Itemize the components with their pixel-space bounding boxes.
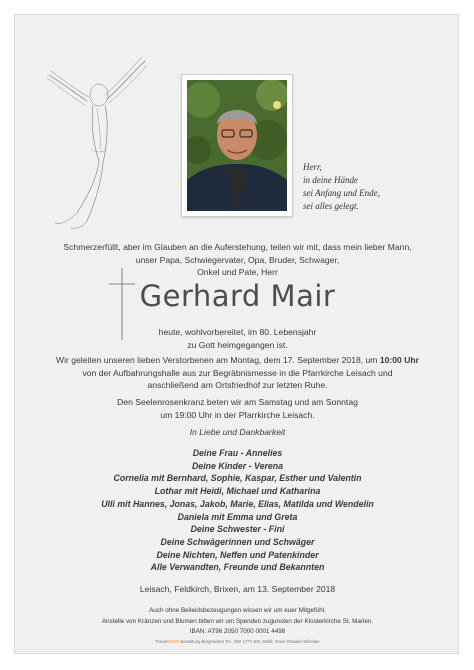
thanks-line: Anstelle von Kränzen und Blumen bitten wir um Spenden zugunsten der Klosterkirche St. Marien. (101, 617, 374, 625)
poem (303, 161, 380, 213)
crucifix-illustration (47, 53, 147, 231)
brand-logo-a: Trauer (155, 639, 168, 644)
mourner-line: Daniela mit Emma und Greta (177, 511, 298, 522)
rosary-line: um 19:00 Uhr in der Pfarrkirche Leisach. (160, 409, 315, 420)
intro-line: Onkel und Pate, Herr (197, 267, 278, 278)
deceased-name: Gerhard Mair (139, 279, 336, 313)
mourner-line: Deine Nichten, Neffen und Patenkinder (156, 549, 319, 560)
funeral-details (15, 354, 460, 392)
mourner-line: Deine Kinder - Verena (191, 460, 284, 471)
rosary-line: Den Seelenrosenkranz beten wir am Samstag und am Sonntag (117, 397, 358, 407)
funeral-line: anschließend am Ortsfriedhof zur letzten Ruhe. (147, 380, 328, 391)
footer-text: Bestattung Bergmeister Tel.: 050 1777-100, Mobil: Vroun Oswald Hollreider (179, 639, 320, 644)
portrait-photo-frame (181, 74, 293, 217)
brand-logo-b: HILFE (167, 639, 180, 644)
death-line: zu Gott heimgegangen ist. (187, 339, 288, 350)
mourner-line: Deine Frau - Annelies (192, 448, 283, 458)
place-date: Leisach, Feldkirch, Brixen, am 13. September 2018 (139, 584, 336, 594)
thanks-line: Auch ohne Beileidsbezeugungen wissen wir um euer Mitgefühl. (149, 607, 326, 614)
iban: IBAN: AT96 2050 7000 0001 4498 (189, 628, 286, 635)
mourner-line: Cornelia mit Bernhard, Sophie, Kaspar, Esther und Valentin (113, 473, 362, 484)
funeral-line: von der Aufbahrungshalle aus zur Begräbnismesse in die Pfarrkirche Leisach und (82, 367, 393, 378)
mourner-line: Ulli mit Hannes, Jonas, Jakob, Marie, Elias, Matilda und Wendelin (101, 498, 374, 509)
mourner-line: Deine Schwägerinnen und Schwäger (160, 536, 315, 547)
intro-text (15, 241, 460, 279)
mourner-line: Lothar mit Heidi, Michael und Katharina (154, 486, 321, 497)
poem-line: in deine Hände (303, 175, 358, 185)
poem-line: sei alles gelegt. (303, 201, 359, 211)
undertaker-footer (15, 639, 460, 644)
intro-line: Schmerzerfüllt, aber im Glauben an die Auferstehung, teilen wir mit, dass mein lieber Mann, (63, 242, 412, 252)
obituary-card (14, 14, 459, 654)
mourner-line: Deine Schwester - Fini (190, 524, 285, 535)
rosary-details (15, 396, 460, 421)
closing-phrase: In Liebe und Dankbarkeit (189, 427, 286, 437)
portrait-photo (187, 80, 287, 211)
death-notice (15, 326, 460, 351)
mourners-list (15, 447, 460, 574)
funeral-line: Wir geleiten unseren lieben Verstorbenen am Montag, dem 17. September 2018, um 10:00 Uhr (55, 355, 420, 365)
funeral-time: 10:00 Uhr (379, 355, 420, 365)
death-line: heute, wohlvorbereitet, im 80. Lebensjahr (158, 327, 317, 337)
poem-line: sei Anfang und Ende, (303, 188, 380, 198)
thanks-note (15, 606, 460, 638)
intro-line: unser Papa, Schwiegervater, Opa, Bruder, Schwager, (135, 254, 340, 265)
poem-line: Herr, (303, 162, 322, 172)
mourner-line: Alle Verwandten, Freunde und Bekannten (150, 562, 325, 573)
